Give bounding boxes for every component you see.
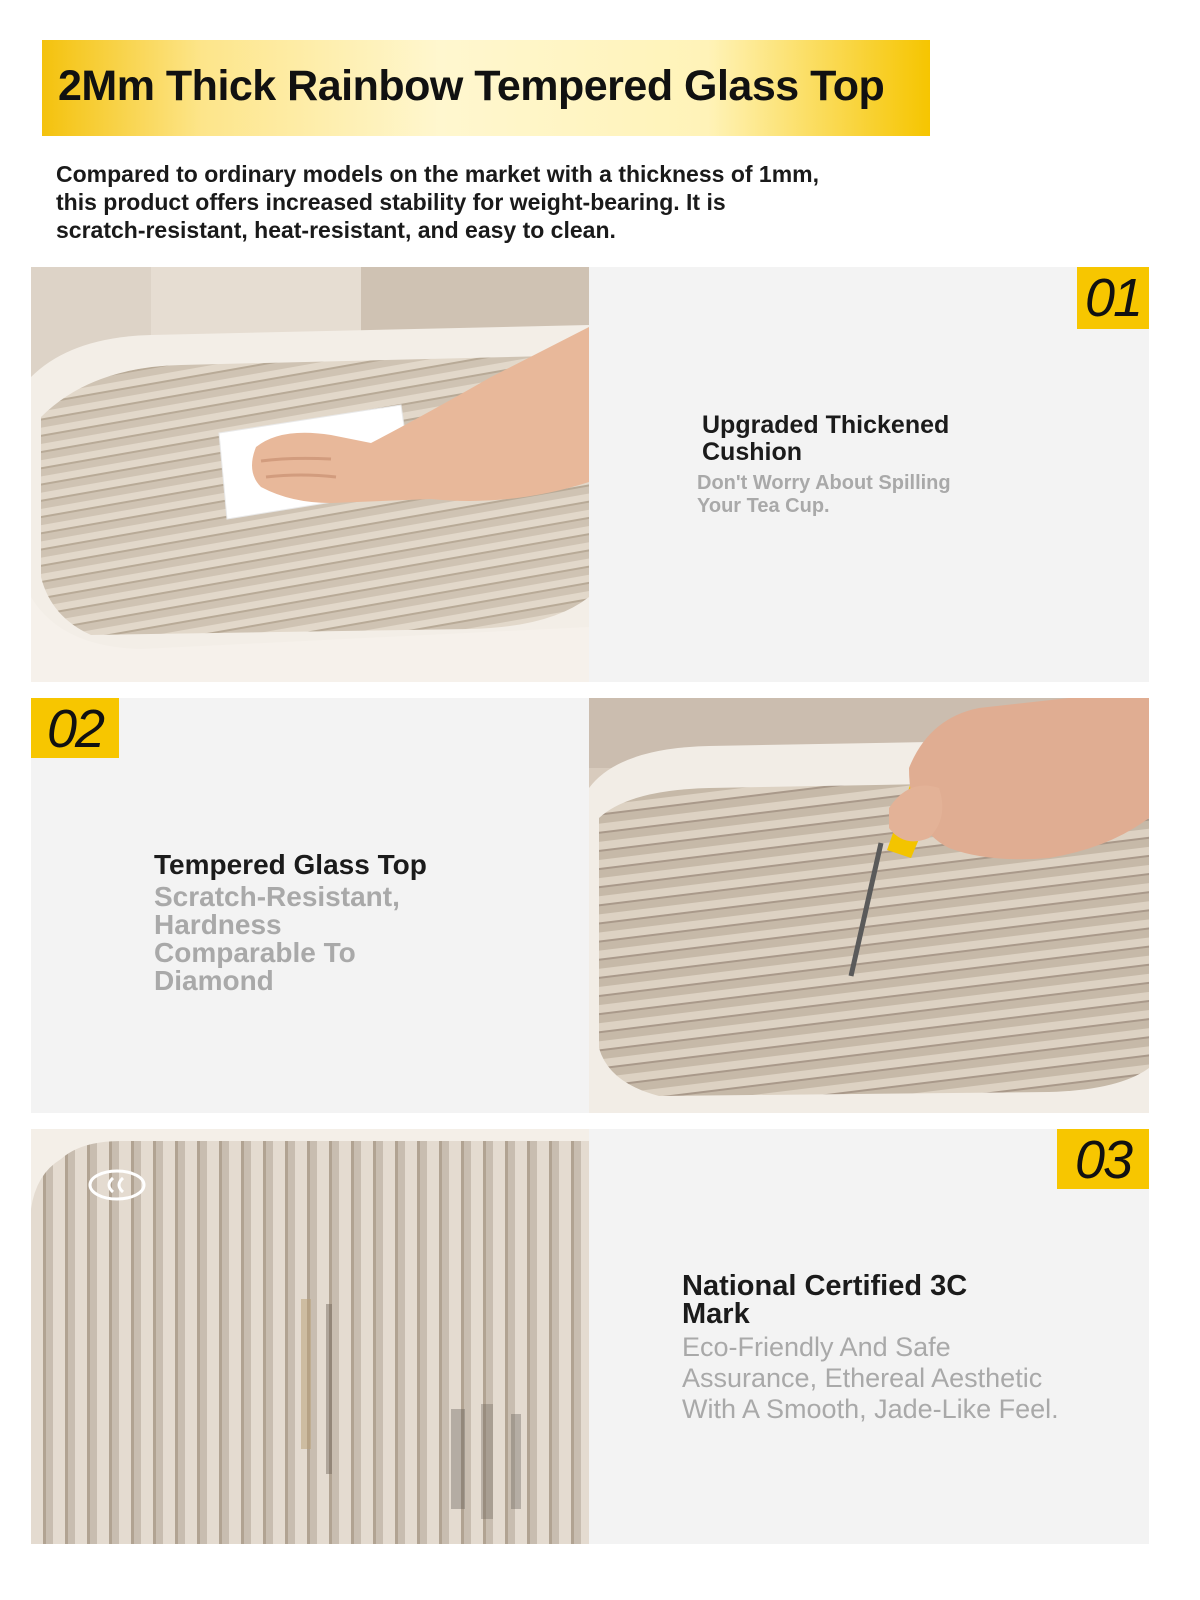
feature-panel-01 xyxy=(589,267,1149,682)
feature-subtitle-line: Don't Worry About Spilling xyxy=(697,472,951,494)
feature-subtitle xyxy=(682,1332,1059,1425)
feature-title-line: Tempered Glass Top xyxy=(154,849,427,880)
feature-title-line: Cushion xyxy=(702,438,802,466)
feature-number-badge: 01 xyxy=(1077,267,1149,329)
screwdriver-scratch-image xyxy=(589,698,1149,1113)
feature-subtitle-line: Hardness xyxy=(154,909,282,940)
intro-line: scratch-resistant, heat-resistant, and easy to clean. xyxy=(56,217,616,243)
feature-title-line: Upgraded Thickened xyxy=(702,411,950,439)
photo-screwdriver-scratch xyxy=(589,698,1149,1113)
feature-subtitle xyxy=(154,883,400,995)
feature-title xyxy=(154,850,427,880)
intro-line: this product offers increased stability for weight-bearing. It is xyxy=(56,189,726,215)
feature-panel-02 xyxy=(31,698,589,1113)
intro-text xyxy=(56,160,936,244)
3c-mark-closeup-image xyxy=(31,1129,589,1544)
feature-subtitle-line: Comparable To xyxy=(154,937,356,968)
feature-subtitle-line: Scratch-Resistant, xyxy=(154,881,400,912)
feature-number-badge: 03 xyxy=(1057,1129,1149,1189)
feature-title xyxy=(682,1272,967,1328)
glass-wiping-image xyxy=(31,267,589,682)
feature-subtitle-line: Your Tea Cup. xyxy=(697,495,830,517)
photo-glass-wiping xyxy=(31,267,589,682)
page-title: 2Mm Thick Rainbow Tempered Glass Top xyxy=(58,62,885,110)
feature-subtitle-line: With A Smooth, Jade-Like Feel. xyxy=(682,1394,1059,1424)
feature-title xyxy=(702,412,949,466)
feature-panel-03 xyxy=(589,1129,1149,1544)
feature-title-line: National Certified 3C xyxy=(682,1270,968,1302)
photo-3c-mark-closeup xyxy=(31,1129,589,1544)
feature-subtitle-line: Eco-Friendly And Safe xyxy=(682,1332,951,1362)
feature-subtitle-line: Diamond xyxy=(154,965,274,996)
feature-subtitle-line: Assurance, Ethereal Aesthetic xyxy=(682,1363,1043,1393)
feature-title-line: Mark xyxy=(682,1298,750,1330)
intro-line: Compared to ordinary models on the market with a thickness of 1mm, xyxy=(56,161,819,187)
feature-subtitle xyxy=(697,472,951,518)
feature-number-badge: 02 xyxy=(31,698,119,758)
